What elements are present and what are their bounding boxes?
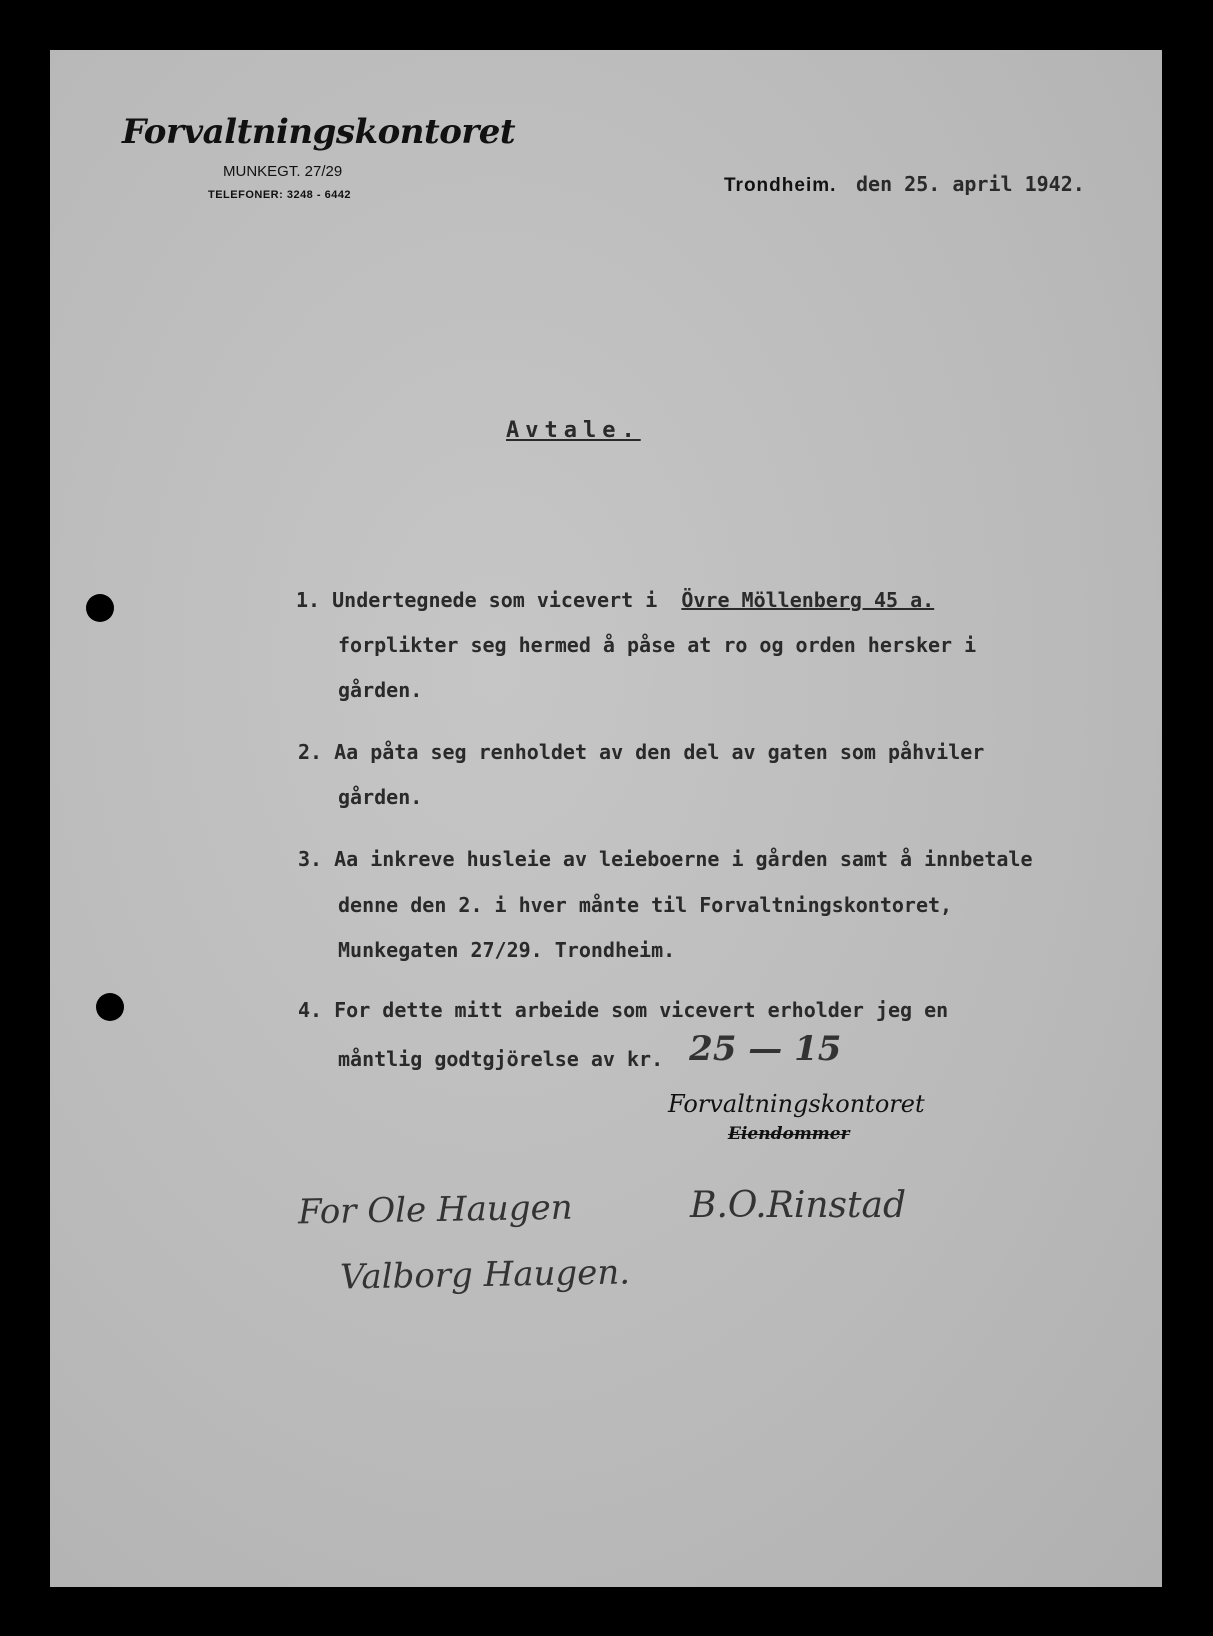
- document-title: Avtale.: [506, 418, 641, 443]
- document-page: [50, 50, 1162, 1587]
- letterhead-phones: TELEFONER: 3248 - 6442: [208, 189, 352, 201]
- item-4-line-1: 4. For dette mitt arbeide som vicevert erholder jeg en: [298, 998, 949, 1022]
- item-2-line-2: gården.: [338, 785, 423, 809]
- item-4-prefix: måntlig godtgjörelse av kr.: [338, 1047, 664, 1071]
- item-3-line-2: denne den 2. i hver månte til Forvaltningskontoret,: [338, 893, 953, 917]
- signature-right: B.O.Rinstad: [690, 1185, 906, 1226]
- letterhead-address: MUNKEGT. 27/29: [223, 163, 343, 180]
- item-2-line-1: 2. Aa påta seg renholdet av den del av gaten som påhviler: [298, 740, 985, 764]
- punch-hole-bottom: [96, 993, 124, 1021]
- item-4-amount: 25 — 15: [689, 1029, 842, 1069]
- item-1-prefix: 1. Undertegnede som vicevert i: [296, 588, 658, 612]
- item-1-address: Övre Möllenberg 45 a.: [681, 588, 935, 612]
- item-1-line-1: [296, 588, 934, 612]
- item-1-line-2: forplikter seg hermed å påse at ro og orden hersker i: [338, 633, 977, 657]
- date-place: Trondheim.: [724, 175, 837, 196]
- item-4-line-2: [338, 1029, 842, 1075]
- stamp-sub: Eiendommer: [728, 1124, 850, 1144]
- stamp-name: Forvaltningskontoret: [668, 1090, 925, 1118]
- item-3-line-3: Munkegaten 27/29. Trondheim.: [338, 938, 676, 962]
- signature-left-line-2: Valborg Haugen.: [339, 1252, 631, 1298]
- signature-left-line-1: For Ole Haugen: [297, 1187, 573, 1233]
- item-1-line-3: gården.: [338, 678, 423, 702]
- punch-hole-top: [86, 594, 114, 622]
- date-text: den 25. april 1942.: [856, 172, 1085, 196]
- letterhead-name: Forvaltningskontoret: [122, 112, 516, 152]
- item-3-line-1: 3. Aa inkreve husleie av leieboerne i gården samt å innbetale: [298, 847, 1033, 871]
